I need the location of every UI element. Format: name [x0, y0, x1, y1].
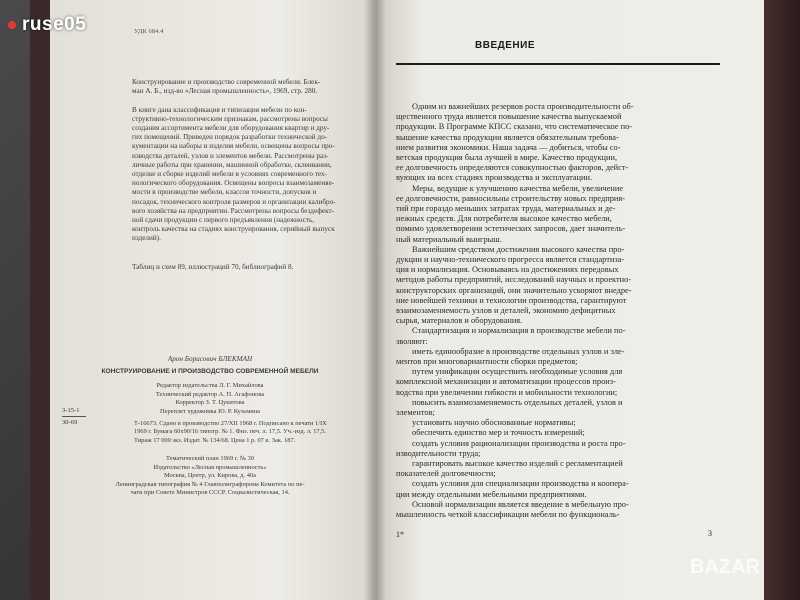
- book-cover-left: [30, 0, 50, 600]
- print-info-line: Т-16673. Сдано в производство 27/XII 1968 г. Подписано к печати 1/IX: [134, 420, 327, 427]
- body-line: нием развития экономики. Наша задача — добиться, чтобы со-: [396, 142, 621, 152]
- chapter-heading: ВВЕДЕНИЕ: [475, 40, 535, 51]
- body-line: дукции и научно-технического прогресса является стандартиза-: [396, 255, 625, 264]
- body-line: продукции. В Программе КПСС сказано, что систематическое по-: [396, 122, 633, 132]
- body-line: путем унификации осуществить необходимые условия для: [412, 367, 623, 377]
- body-line: ция и нормализация. Основываясь на достижениях передовых: [396, 265, 619, 275]
- book-cover-right: [760, 0, 800, 600]
- body-line: создать условия для специализации производства и коопера-: [412, 479, 629, 489]
- body-line: мышленность четкой классификации мебели по функциональ-: [396, 510, 620, 519]
- body-line: помимо удовлетворения эстетических запросов, дает значитель-: [396, 224, 626, 234]
- body-line: ее долговечность определяются совокупностью факторов, дейст-: [396, 163, 629, 173]
- abstract-line: личные работы при хранении, машинной обработке, склеивании,: [132, 160, 332, 169]
- body-line: Важнейшим средством достижения высокого качества про-: [412, 244, 625, 254]
- book-gutter: [364, 0, 386, 600]
- abstract-line: кументации на наборы и изделия мебели, освещены вопросы про-: [132, 142, 335, 151]
- abstract-line: отделке и сборке изделий мебели в условиях современного тех-: [132, 170, 328, 178]
- abstract-line: В книге дана классификация и типизация мебели по кон-: [132, 105, 307, 114]
- body-line: элементов;: [396, 408, 435, 417]
- book-title: КОНСТРУИРОВАНИЕ И ПРОИЗВОДСТВО СОВРЕМЕННОЙ МЕБЕЛИ: [101, 368, 319, 375]
- body-line: ный материальный выигрыш.: [396, 234, 502, 244]
- abstract-line: контроль качества на стадиях конструирования, серийный выпуск: [132, 225, 335, 234]
- body-line: создать условия рационализации производства и роста про-: [412, 438, 626, 448]
- body-line: установить научно обоснованные нормативы;: [412, 418, 576, 428]
- credit-line: Переплет художника Ю. Р. Кузьмина: [160, 407, 260, 415]
- abstract-line: изделий).: [132, 234, 161, 243]
- credit-line: Корректор З. Т. Цукитова: [175, 399, 245, 407]
- body-line: взаимозаменяемость узлов и деталей, экономию дефицитных: [396, 306, 616, 315]
- body-line: методов работы предприятий, исследований научных и проектно-: [396, 275, 632, 285]
- body-line: обеспечить единство мер и точность измерений;: [412, 428, 585, 438]
- body-line: ветская продукция была лучшей в мире. Качество продукции,: [396, 153, 618, 162]
- body-line: Стандартизация и нормализация в производстве мебели по-: [412, 326, 626, 336]
- body-line: тий при гораздо меньших затратах труда, материальных и де-: [396, 204, 616, 213]
- body-line: Основой нормализации является введение в мебельную про-: [412, 499, 629, 509]
- catalog-code-top: 3-15-1: [62, 405, 86, 417]
- print-info-line: 1969 г. Бумага 60х90/16 типогр. № 1. Физ. печ. л. 17,5. Уч.-изд. л. 17,5.: [134, 428, 327, 436]
- abstract-line: вого хозяйства на предприятии. Рассмотрены вопросы бездефект-: [132, 206, 334, 215]
- abstract-line: создания ассортимента мебели для оборудования квартир и дру-: [132, 124, 330, 132]
- body-line: комплексной механизации и автоматизации процессов произ-: [396, 377, 616, 387]
- abstract-line: ной сдачи продукции с первого предъявления (надежность,: [132, 216, 315, 224]
- page-number: 3: [708, 529, 712, 538]
- author-name: Арон Борисович БЛЕКМАН: [167, 355, 253, 363]
- body-line: щественного труда является повышение качества выпускаемой: [396, 112, 622, 122]
- abstract-line: мости в производстве мебели, классов точности, допусков и: [132, 188, 317, 197]
- body-line: конструкторских организаций, они значительно ускоряют внедре-: [396, 285, 632, 295]
- abstract-line: изводства деталей, узлов и элементов мебели. Рассмотрены раз-: [132, 151, 329, 160]
- signature-mark: 1*: [396, 530, 404, 539]
- summary-line: Таблиц и схем 89, иллюстраций 70, библиографий 8.: [132, 263, 294, 271]
- body-line: сырья, материалов и оборудования.: [396, 316, 523, 326]
- catalog-code: [62, 405, 86, 428]
- publisher-line: Издательство «Лесная промышленность»: [153, 463, 267, 471]
- body-line: Меры, ведущие к улучшению качества мебели, увеличение: [412, 183, 624, 193]
- body-line: вующих на всех стадиях производства и эксплуатации.: [396, 173, 593, 183]
- body-line: ние новейшей техники и технологии производства, гарантируют: [396, 295, 627, 305]
- body-line: показателей долговечности;: [396, 469, 496, 479]
- body-line: нежных средств. Для потребителя высокое качество мебели,: [396, 214, 612, 224]
- site-watermark: [8, 14, 86, 36]
- credit-line: Технический редактор А. П. Агафонова: [155, 390, 265, 398]
- catalog-code-bottom: 30-69: [62, 419, 78, 426]
- body-line: ментов при многовариантности сборки предметов;: [396, 357, 578, 366]
- heading-rule: [396, 63, 720, 65]
- abstract-line: ман А. Б., изд-во «Лесная промышленность», 1969, стр. 280.: [132, 87, 318, 96]
- body-line: ции между отдельными мебельными предприятиями.: [396, 489, 587, 499]
- bazar-watermark: BAZAR: [690, 556, 760, 578]
- publisher-line: Ленинградская типография № 4 Главполиграфпрома Комитета по пе-: [115, 480, 305, 488]
- body-line: Одним из важнейших резервов роста производительности об-: [412, 102, 634, 111]
- body-line: гарантировать высокое качество изделий с регламентацией: [412, 459, 623, 468]
- body-line: зволяют:: [396, 336, 428, 346]
- body-line: повысить взаимозаменяемость отдельных деталей, узлов и: [412, 397, 623, 407]
- udk-code: УДК 684.4: [134, 28, 164, 35]
- abstract-line: гих помещений. Приведен порядок разработки технической до-: [132, 133, 328, 142]
- abstract-line: посадок, технического контроля размеров и организации калибро-: [132, 197, 336, 206]
- body-line: ее долговечности, равносильны строительству новых предприя-: [396, 193, 626, 203]
- publisher-line: Москва, Центр, ул. Кирова, д. 40а: [164, 472, 256, 480]
- body-line: иметь единообразие в производстве отдельных узлов и эле-: [412, 346, 625, 356]
- logo-dot-icon: [8, 21, 16, 29]
- print-info-line: Тираж 17 000 экз. Издат. № 134/68. Цена 1 р. 07 к. Зак. 187.: [134, 436, 296, 444]
- publisher-line: чати при Совете Министров СССР. Социалистическая, 14.: [130, 489, 290, 497]
- credit-line: Редактор издательства Л. Г. Михайлова: [156, 382, 264, 389]
- body-line: изводительности труда;: [396, 448, 481, 458]
- abstract-line: структивно-технологическим признакам, рассмотрены вопросы: [132, 114, 328, 123]
- abstract-line: Конструирование и производство современной мебели. Блек-: [132, 78, 321, 86]
- publisher-line: Тематический план 1969 г. № 30: [166, 455, 254, 462]
- abstract-line: нологического оборудования. Освещены вопросы взаимозаменяе-: [132, 179, 335, 188]
- site-watermark-text: ruse05: [22, 14, 87, 35]
- body-line: водства при увеличении гибкости и мобильности технологии;: [396, 387, 618, 397]
- body-line: вышение качества продукции является обязательным требова-: [396, 132, 619, 142]
